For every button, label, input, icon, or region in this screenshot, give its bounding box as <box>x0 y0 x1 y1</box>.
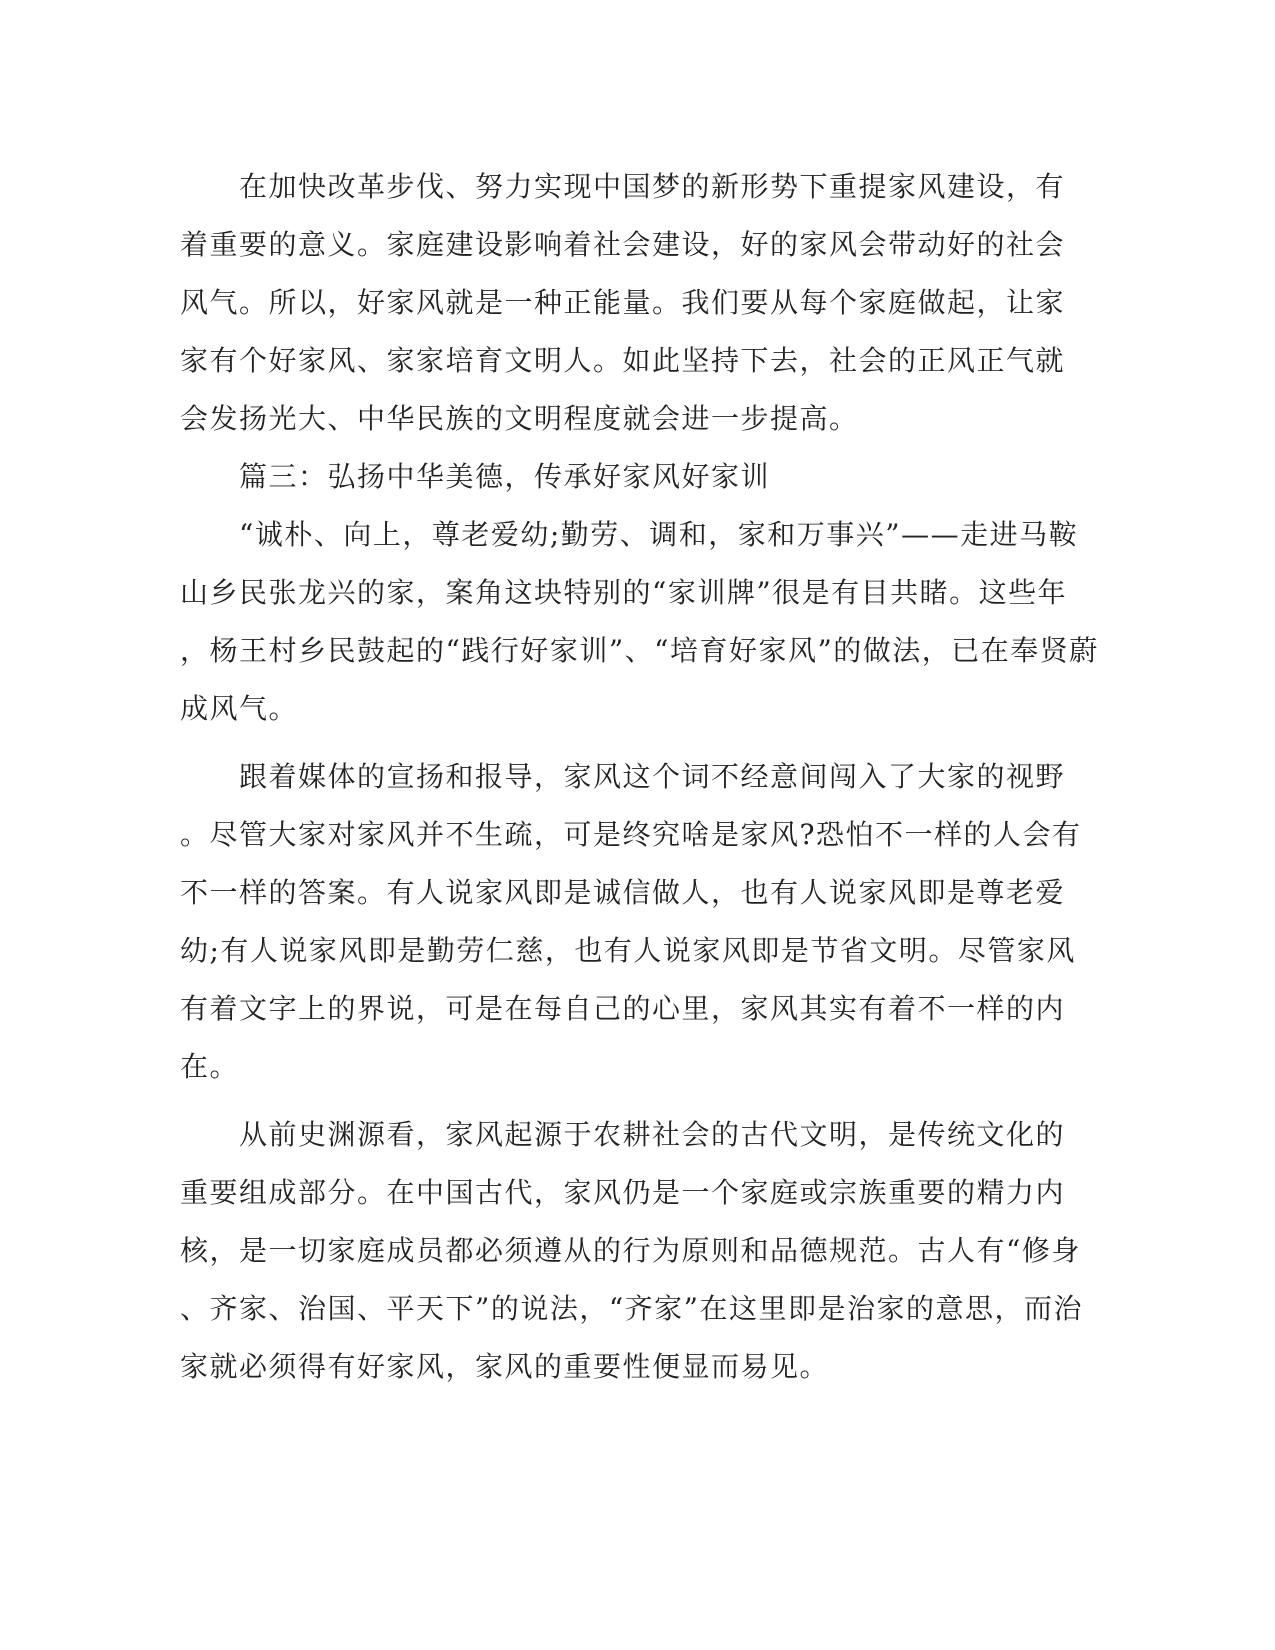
text-line: 有着文字上的界说，可是在每自己的心里，家风其实有着不一样的内 <box>180 992 1066 1025</box>
text-line: ，杨王村乡民鼓起的“践行好家训”、“培育好家风”的做法，已在奉贤蔚 <box>180 634 1099 667</box>
text-line: 跟着媒体的宣扬和报导，家风这个词不经意间闯入了大家的视野 <box>180 760 1066 793</box>
section-heading <box>180 448 1042 506</box>
text-line: 重要组成部分。在中国古代，家风仍是一个家庭或宗族重要的精力内 <box>180 1176 1066 1209</box>
paragraph-3 <box>180 506 1099 738</box>
text-line: 在加快改革步伐、努力实现中国梦的新形势下重提家风建设，有 <box>180 170 1066 203</box>
paragraph-1 <box>180 158 1066 448</box>
text-line: 风气。所以，好家风就是一种正能量。我们要从每个家庭做起，让家 <box>180 286 1066 319</box>
text-line: 山乡民张龙兴的家，案角这块特别的“家训牌”很是有目共睹。这些年 <box>180 576 1068 609</box>
paragraph-5 <box>180 1106 1083 1396</box>
text-line: “诚朴、向上，尊老爱幼;勤劳、调和，家和万事兴”——走进马鞍 <box>180 518 1079 551</box>
text-line: 从前史渊源看，家风起源于农耕社会的古代文明，是传统文化的 <box>180 1118 1066 1151</box>
text-line: 不一样的答案。有人说家风即是诚信做人，也有人说家风即是尊老爱 <box>180 876 1066 909</box>
text-line: 核，是一切家庭成员都必须遵从的行为原则和品德规范。古人有“修身 <box>180 1234 1081 1267</box>
text-line: 幼;有人说家风即是勤劳仁慈，也有人说家风即是节省文明。尽管家风 <box>180 934 1076 967</box>
document-body <box>180 158 1099 1396</box>
text-line: 成风气。 <box>180 692 299 725</box>
paragraph-4 <box>180 748 1082 1096</box>
text-line: 家有个好家风、家家培育文明人。如此坚持下去，社会的正风正气就 <box>180 344 1066 377</box>
text-line: 。尽管大家对家风并不生疏，可是终究啥是家风?恐怕不一样的人会有 <box>180 818 1082 851</box>
text-line: 家就必须得有好家风，家风的重要性便显而易见。 <box>180 1350 830 1383</box>
section-heading-text: 篇三：弘扬中华美德，传承好家风好家训 <box>180 460 771 493</box>
text-line: 会发扬光大、中华民族的文明程度就会进一步提高。 <box>180 402 859 435</box>
text-line: 着重要的意义。家庭建设影响着社会建设，好的家风会带动好的社会 <box>180 228 1066 261</box>
text-line: 、齐家、治国、平天下”的说法，“齐家”在这里即是治家的意思，而治 <box>180 1292 1083 1325</box>
paragraph-spacing <box>180 738 1042 748</box>
text-line: 在。 <box>180 1050 240 1083</box>
paragraph-spacing <box>180 1096 1042 1106</box>
